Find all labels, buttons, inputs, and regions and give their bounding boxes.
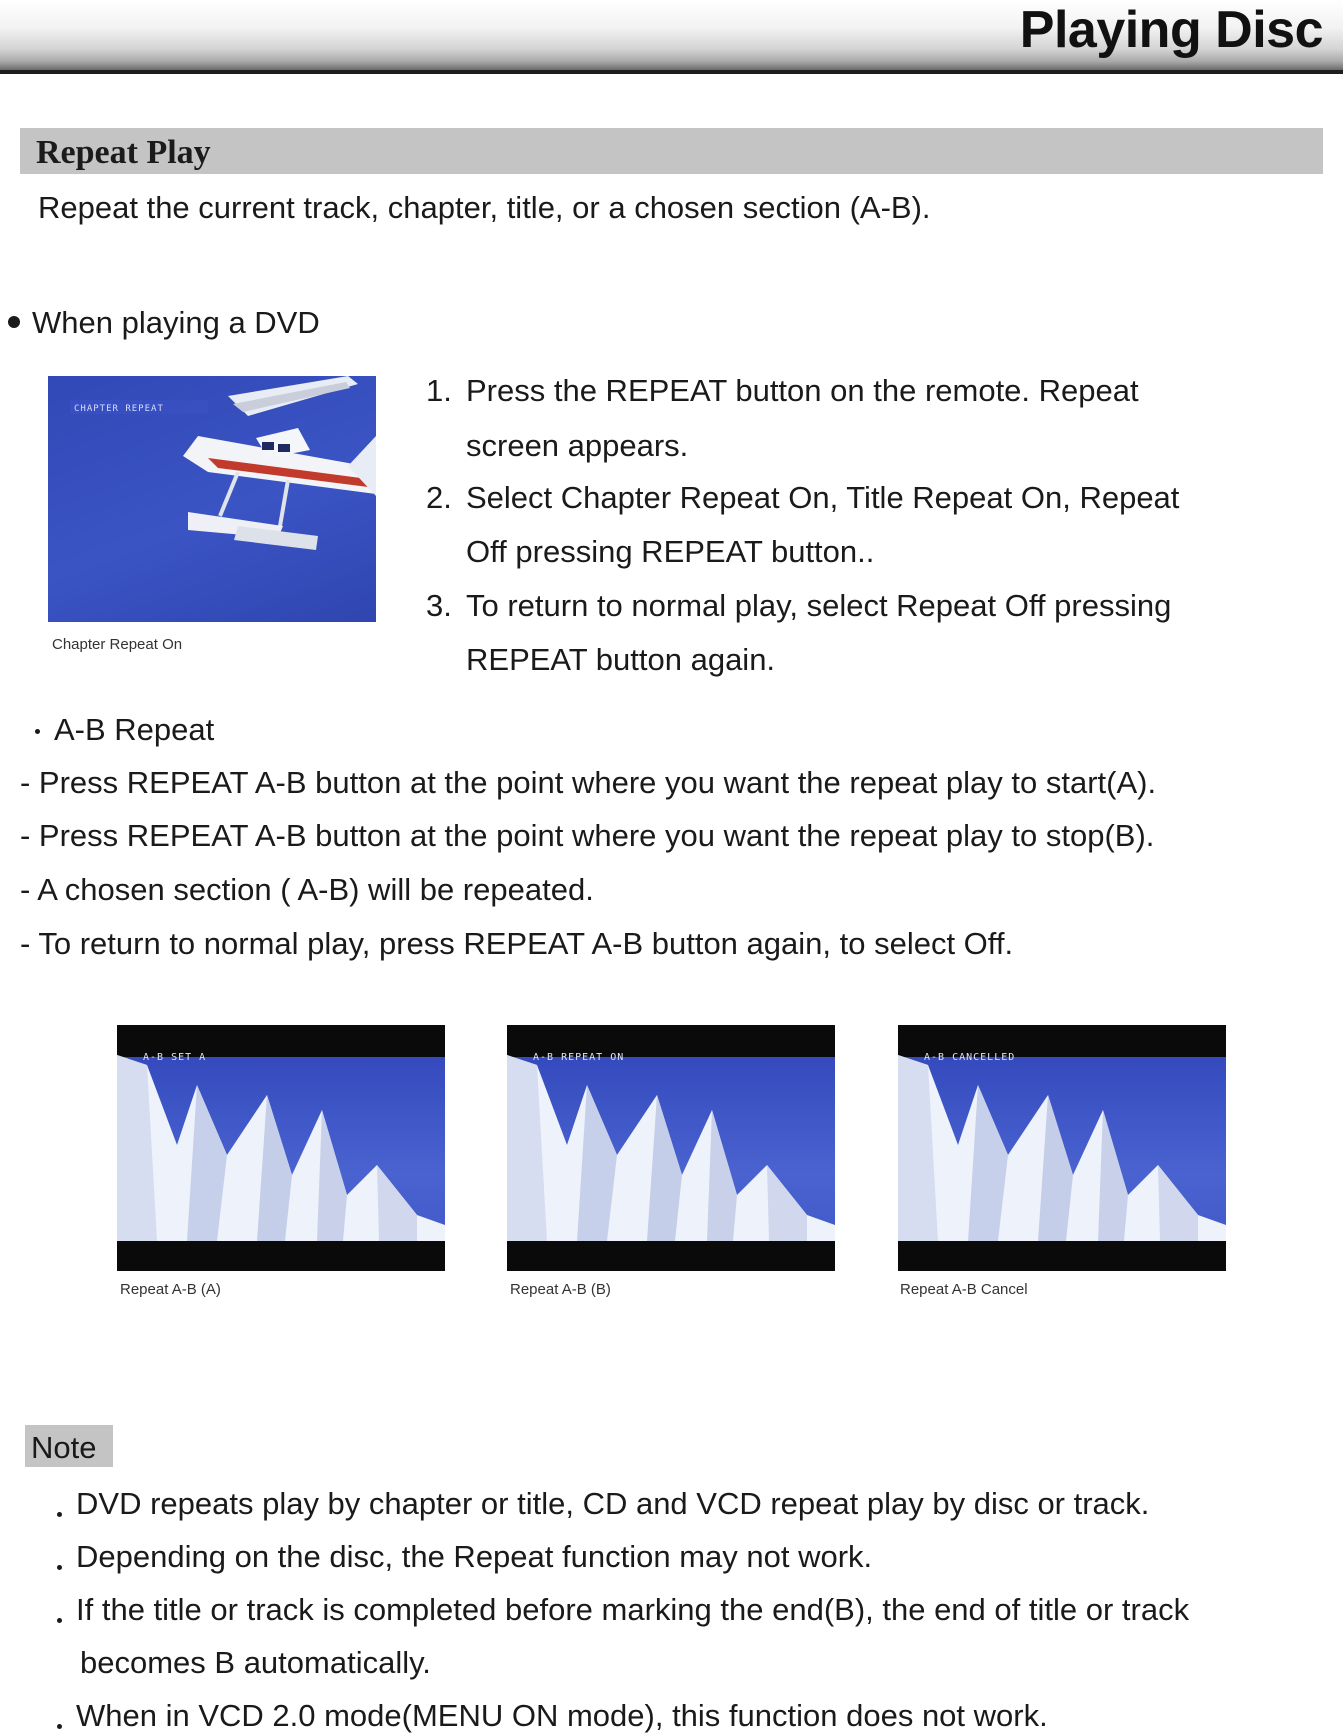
note-item-4: When in VCD 2.0 mode(MENU ON mode), this function does not work.: [76, 1698, 1048, 1733]
step-2-line-1: Select Chapter Repeat On, Title Repeat On, Repeat: [466, 480, 1180, 515]
note-item-1: DVD repeats play by chapter or title, CD and VCD repeat play by disc or track.: [76, 1486, 1150, 1521]
note-label: [25, 1425, 113, 1467]
step-2-number: 2.: [426, 480, 452, 515]
ab-heading: A-B Repeat: [54, 712, 215, 747]
bullet-icon: [8, 316, 20, 328]
bullet-icon: [57, 1565, 62, 1570]
ab-line-3: - A chosen section ( A-B) will be repeated.: [20, 872, 594, 907]
ab-line-1: - Press REPEAT A-B button at the point where you want the repeat play to start(A).: [20, 765, 1157, 800]
ab-line-4: - To return to normal play, press REPEAT A-B button again, to select Off.: [20, 926, 1014, 961]
note-item-3-line-1: If the title or track is completed before marking the end(B), the end of title or track: [76, 1592, 1190, 1627]
bullet-icon: [57, 1512, 62, 1517]
ab-screen-cancel-osd: A-B CANCELLED: [924, 1052, 1016, 1063]
iceberg-image: [507, 1025, 835, 1271]
ab-screen-b-image: [507, 1025, 835, 1271]
ab-screen-cancel-caption: Repeat A-B Cancel: [900, 1281, 1028, 1298]
section-title: Repeat Play: [36, 134, 211, 171]
ab-screen-b-osd: A-B REPEAT ON: [533, 1052, 625, 1063]
chapter-osd-text: CHAPTER REPEAT: [74, 404, 164, 414]
step-1-line-1: Press the REPEAT button on the remote. Repeat: [466, 373, 1139, 408]
chapter-repeat-screen-image: [48, 376, 376, 622]
chapter-screen-caption: Chapter Repeat On: [52, 636, 183, 653]
airplane-image: [48, 376, 376, 622]
dvd-heading: When playing a DVD: [32, 305, 320, 340]
step-3-number: 3.: [426, 588, 452, 623]
ab-screen-a-osd: A-B SET A: [143, 1052, 207, 1063]
ab-screen-cancel-image: [898, 1025, 1226, 1271]
step-1-number: 1.: [426, 373, 452, 408]
ab-line-2: - Press REPEAT A-B button at the point where you want the repeat play to stop(B).: [20, 818, 1155, 853]
bullet-icon: [57, 1618, 62, 1623]
step-3-line-2: REPEAT button again.: [466, 642, 776, 677]
ab-screen-a-image: [117, 1025, 445, 1271]
note-item-3-line-2: becomes B automatically.: [80, 1645, 431, 1680]
page-header: [0, 0, 1343, 74]
section-intro: Repeat the current track, chapter, title, or a chosen section (A-B).: [38, 190, 931, 225]
step-3-line-1: To return to normal play, select Repeat Off pressing: [466, 588, 1172, 623]
iceberg-image: [898, 1025, 1226, 1271]
page-title: Playing Disc: [1019, 1, 1323, 59]
step-1-line-2: screen appears.: [466, 428, 689, 463]
bullet-icon: [57, 1724, 62, 1729]
ab-screen-b-caption: Repeat A-B (B): [510, 1281, 611, 1298]
bullet-icon: [35, 729, 40, 734]
iceberg-image: [117, 1025, 445, 1271]
ab-screen-a-caption: Repeat A-B (A): [120, 1281, 221, 1298]
note-item-2: Depending on the disc, the Repeat function may not work.: [76, 1539, 873, 1574]
step-2-line-2: Off pressing REPEAT button..: [466, 534, 875, 569]
section-header: [20, 128, 1323, 174]
note-label-text: Note: [31, 1430, 97, 1465]
